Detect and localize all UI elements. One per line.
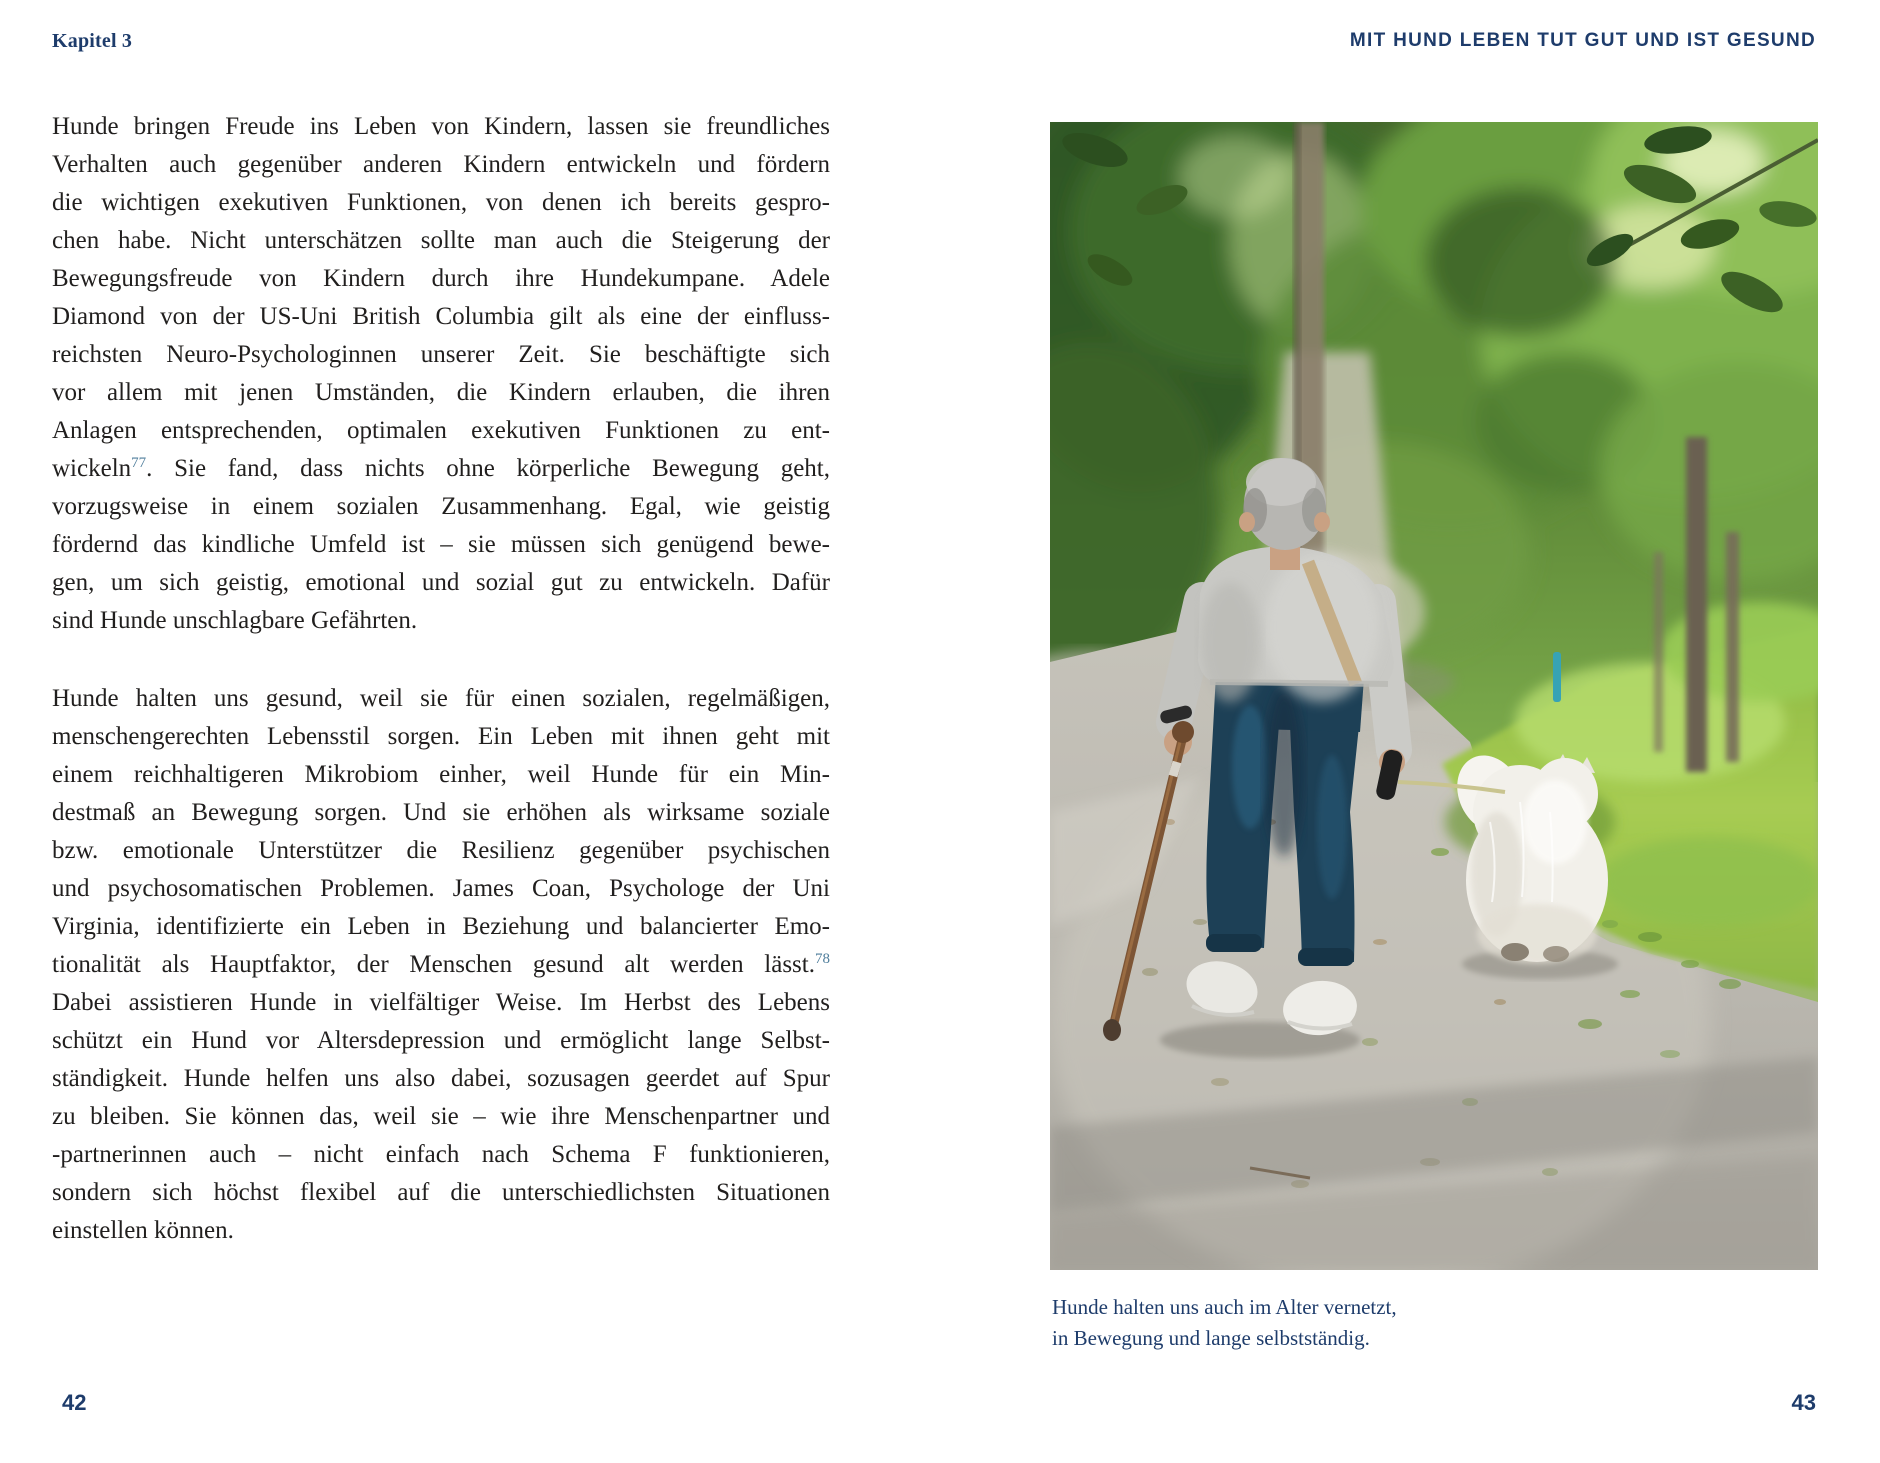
text-line: zu bleiben. Sie können das, weil sie – wie ihre Menschenpartner und <box>52 1103 830 1130</box>
text-line: wickeln$^{77}$. Sie fand, dass nichts ohne körperliche Bewegung geht, <box>52 455 830 482</box>
text-line: Hunde halten uns gesund, weil sie für einen sozialen, regelmäßigen, <box>52 685 830 712</box>
text-line: sind Hunde unschlagbare Gefährten. <box>52 607 418 634</box>
text-line: menschengerechten Lebensstil sorgen. Ein Leben mit ihnen geht mit <box>52 723 830 750</box>
text-line: einem reichhaltigeren Mikrobiom einher, weil Hunde für ein Min- <box>52 761 830 788</box>
page-number-right: 43 <box>1791 1390 1816 1415</box>
text-line: bzw. emotionale Unterstützer die Resilienz gegenüber psychischen <box>52 837 830 864</box>
text-line: einstellen können. <box>52 1217 234 1244</box>
text-line: Virginia, identifizierte ein Leben in Beziehung und balancierter Emo- <box>52 913 830 940</box>
text-line: ständigkeit. Hunde helfen uns also dabei, sozusagen geerdet auf Spur <box>52 1065 830 1092</box>
text-line: Verhalten auch gegenüber anderen Kindern entwickeln und fördern <box>52 151 830 178</box>
text-line: Dabei assistieren Hunde in vielfältiger Weise. Im Herbst des Lebens <box>52 989 830 1016</box>
text-line: Hunde bringen Freude ins Leben von Kindern, lassen sie freundliches <box>52 113 830 140</box>
text-line: fördernd das kindliche Umfeld ist – sie müssen sich genügend bewe- <box>52 531 830 558</box>
footnote-reference: 77 <box>131 455 147 471</box>
text-line: reichsten Neuro-Psychologinnen unserer Zeit. Sie beschäftigte sich <box>52 341 830 368</box>
photo-park-walk <box>1050 122 1818 1270</box>
text-line: tionalität als Hauptfaktor, der Menschen gesund alt werden lässt.$^{78}$ <box>52 951 830 978</box>
page-number-left: 42 <box>62 1390 87 1415</box>
paragraph-1 <box>52 108 830 640</box>
text-line: und psychosomatischen Problemen. James Coan, Psychologe der Uni <box>52 875 830 902</box>
text-line: destmaß an Bewegung sorgen. Und sie erhöhen als wirksame soziale <box>52 799 830 826</box>
chapter-header: Kapitel 3 <box>52 30 133 52</box>
park-post <box>1553 652 1561 702</box>
text-line: Bewegungsfreude von Kindern durch ihre Hundekumpane. Adele <box>52 265 830 292</box>
text-line: gen, um sich geistig, emotional und sozial gut zu entwickeln. Dafür <box>52 569 830 596</box>
photo-illustration <box>1050 122 1818 1270</box>
text-line: -partnerinnen auch – nicht einfach nach Schema F funktionieren, <box>52 1141 830 1168</box>
text-line: Diamond von der US-Uni British Columbia gilt als eine der einfluss- <box>52 303 830 330</box>
caption-line: Hunde halten uns auch im Alter vernetzt, <box>1052 1295 1397 1319</box>
paragraph-2 <box>52 680 830 1250</box>
text-line: chen habe. Nicht unterschätzen sollte man auch die Steigerung der <box>52 227 830 254</box>
text-line: vorzugsweise in einem sozialen Zusammenhang. Egal, wie geistig <box>52 493 830 520</box>
text-line: schützt ein Hund vor Altersdepression und ermöglicht lange Selbst- <box>52 1027 830 1054</box>
text-line: Anlagen entsprechenden, optimalen exekutiven Funktionen zu ent- <box>52 417 830 444</box>
text-line: vor allem mit jenen Umständen, die Kindern erlauben, die ihren <box>52 379 830 406</box>
text-line: die wichtigen exekutiven Funktionen, von denen ich bereits gespro- <box>52 189 830 216</box>
section-header: MIT HUND LEBEN TUT GUT UND IST GESUND <box>1349 30 1816 51</box>
footnote-reference: 78 <box>815 951 830 967</box>
caption-line: in Bewegung und lange selbstständig. <box>1052 1326 1370 1350</box>
body-text <box>52 108 830 1250</box>
photo-caption <box>1052 1292 1752 1354</box>
text-line: sondern sich höchst flexibel auf die unterschiedlichsten Situationen <box>52 1179 830 1206</box>
